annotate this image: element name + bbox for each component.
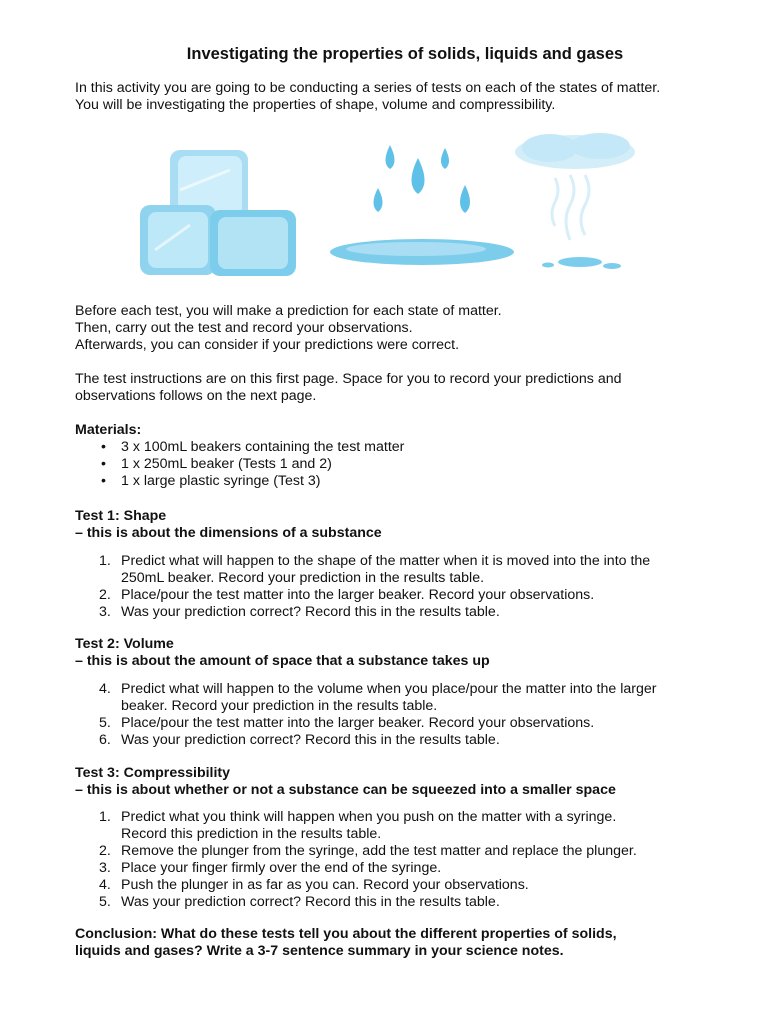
test2-steps	[75, 681, 657, 749]
step-item: 1. Predict what will happen to the shape of the matter when it is moved into the into the 250mL beaker. Record your prediction in the results table.	[99, 553, 651, 586]
materials-item: • 3 x 100mL beakers containing the test matter	[75, 439, 404, 456]
instructions-line-1: The test instructions are on this first page. Space for you to record your predictions and	[75, 371, 622, 387]
test3-subheading: – this is about whether or not a substance can be squeezed into a smaller space	[75, 782, 616, 798]
materials-heading: Materials:	[75, 422, 142, 438]
step-item: 5. Place/pour the test matter into the larger beaker. Record your observations.	[99, 715, 595, 731]
steam-cloud-icon	[515, 133, 635, 269]
test1-heading: Test 1: Shape	[75, 508, 167, 524]
test2-heading: Test 2: Volume	[75, 636, 174, 652]
step-item: 4. Push the plunger in as far as you can. Record your observations.	[99, 877, 529, 893]
step-item: 4. Predict what will happen to the volume when you place/pour the matter into the larger beaker. Record your prediction in the results table.	[99, 681, 657, 714]
before-line-3: Afterwards, you can consider if your predictions were correct.	[75, 337, 460, 353]
step-item: 2. Remove the plunger from the syringe, add the test matter and replace the plunger.	[99, 843, 637, 859]
before-line-2: Then, carry out the test and record your observations.	[75, 320, 413, 336]
states-of-matter-illustration	[130, 130, 670, 280]
ice-cubes-icon	[140, 150, 296, 276]
conclusion-line-2: liquids and gases? Write a 3-7 sentence summary in your science notes.	[75, 943, 564, 959]
conclusion-line-1: Conclusion: What do these tests tell you about the different properties of solids,	[75, 926, 617, 942]
intro-line-1: In this activity you are going to be conducting a series of tests on each of the states of matter.	[75, 80, 661, 96]
materials-list	[75, 439, 404, 490]
step-item: 1. Predict what you think will happen when you push on the matter with a syringe. Record this prediction in the results table.	[99, 809, 617, 842]
step-item: 3. Place your finger firmly over the end of the syringe.	[99, 860, 442, 876]
test2-subheading: – this is about the amount of space that a substance takes up	[75, 653, 490, 669]
water-drops-icon	[330, 145, 514, 265]
test1-subheading: – this is about the dimensions of a substance	[75, 525, 382, 541]
test1-steps	[75, 553, 650, 621]
intro-line-2: You will be investigating the properties of shape, volume and compressibility.	[75, 97, 556, 113]
materials-item: • 1 x 250mL beaker (Tests 1 and 2)	[75, 456, 404, 473]
instructions-line-2: observations follows on the next page.	[75, 388, 317, 404]
step-item: 2. Place/pour the test matter into the larger beaker. Record your observations.	[99, 587, 595, 603]
test3-steps	[75, 809, 637, 911]
step-item: 6. Was your prediction correct? Record this in the results table.	[99, 732, 500, 748]
before-line-1: Before each test, you will make a prediction for each state of matter.	[75, 303, 502, 319]
step-item: 5. Was your prediction correct? Record this in the results table.	[99, 894, 500, 910]
materials-item: • 1 x large plastic syringe (Test 3)	[75, 473, 404, 490]
step-item: 3. Was your prediction correct? Record this in the results table.	[99, 604, 500, 620]
document-title: Investigating the properties of solids, liquids and gases	[186, 45, 624, 63]
test3-heading: Test 3: Compressibility	[75, 765, 231, 781]
